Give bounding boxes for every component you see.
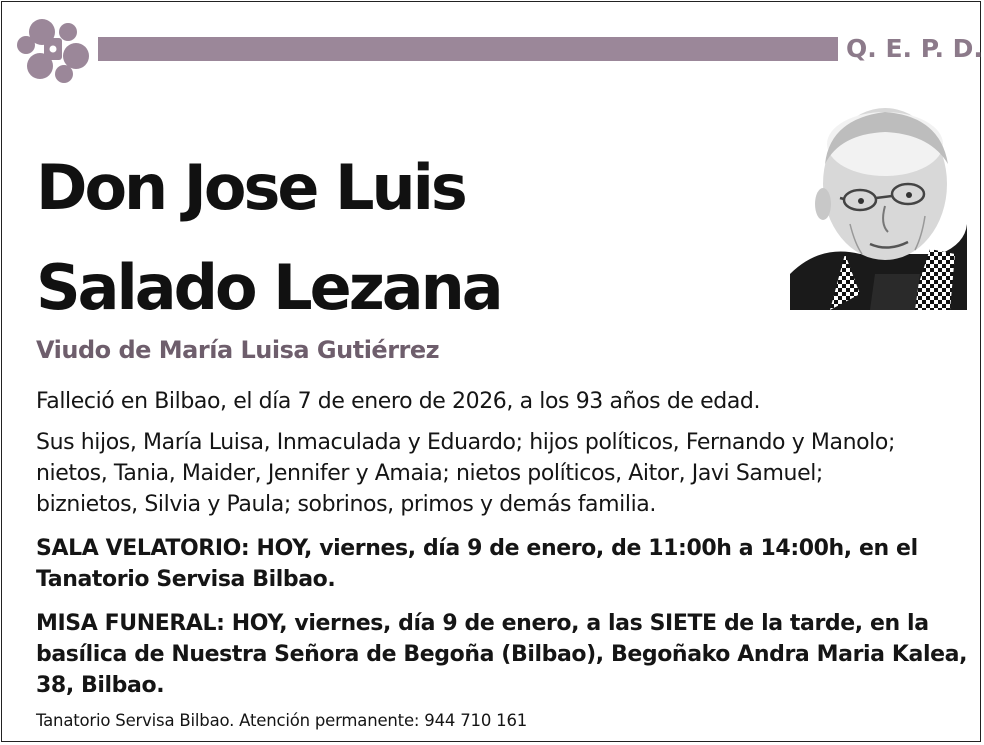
footer-contact: Tanatorio Servisa Bilbao. Atención permanente: 944 710 161 (36, 711, 528, 730)
family-line-1: Sus hijos, María Luisa, Inmaculada y Eduardo; hijos políticos, Fernando y Manolo; (36, 430, 895, 455)
name-line-1: Don Jose Luis (36, 151, 465, 224)
mass-line-1: MISA FUNERAL: HOY, viernes, día 9 de enero, a las SIETE de la tarde, en la (36, 611, 929, 636)
mass-line-2: basílica de Nuestra Señora de Begoña (Bilbao), Begoñako Andra Maria Kalea, (36, 642, 968, 667)
wake-paragraph (36, 533, 956, 595)
name-line-2: Salado Lezana (36, 251, 501, 324)
qepd-label: Q. E. P. D. (846, 34, 983, 63)
family-line-2: nietos, Tania, Maider, Jennifer y Amaia; nietos políticos, Aitor, Javi Samuel; (36, 461, 823, 486)
portrait-photo (790, 104, 967, 310)
wake-line-2: Tanatorio Servisa Bilbao. (36, 567, 336, 592)
mass-paragraph (36, 608, 968, 701)
lauburu-icon (14, 12, 92, 86)
death-paragraph (36, 386, 956, 417)
wake-line-1: SALA VELATORIO: HOY, viernes, día 9 de enero, de 11:00h a 14:00h, en el (36, 536, 918, 561)
deceased-name (36, 138, 776, 338)
family-line-3: biznietos, Silvia y Paula; sobrinos, primos y demás familia. (36, 492, 656, 517)
widow-of: Viudo de María Luisa Gutiérrez (36, 336, 440, 364)
mass-line-3: 38, Bilbao. (36, 673, 165, 698)
family-paragraph (36, 427, 956, 520)
death-line: Falleció en Bilbao, el día 7 de enero de 2026, a los 93 años de edad. (36, 389, 761, 414)
header-bar (98, 37, 838, 61)
